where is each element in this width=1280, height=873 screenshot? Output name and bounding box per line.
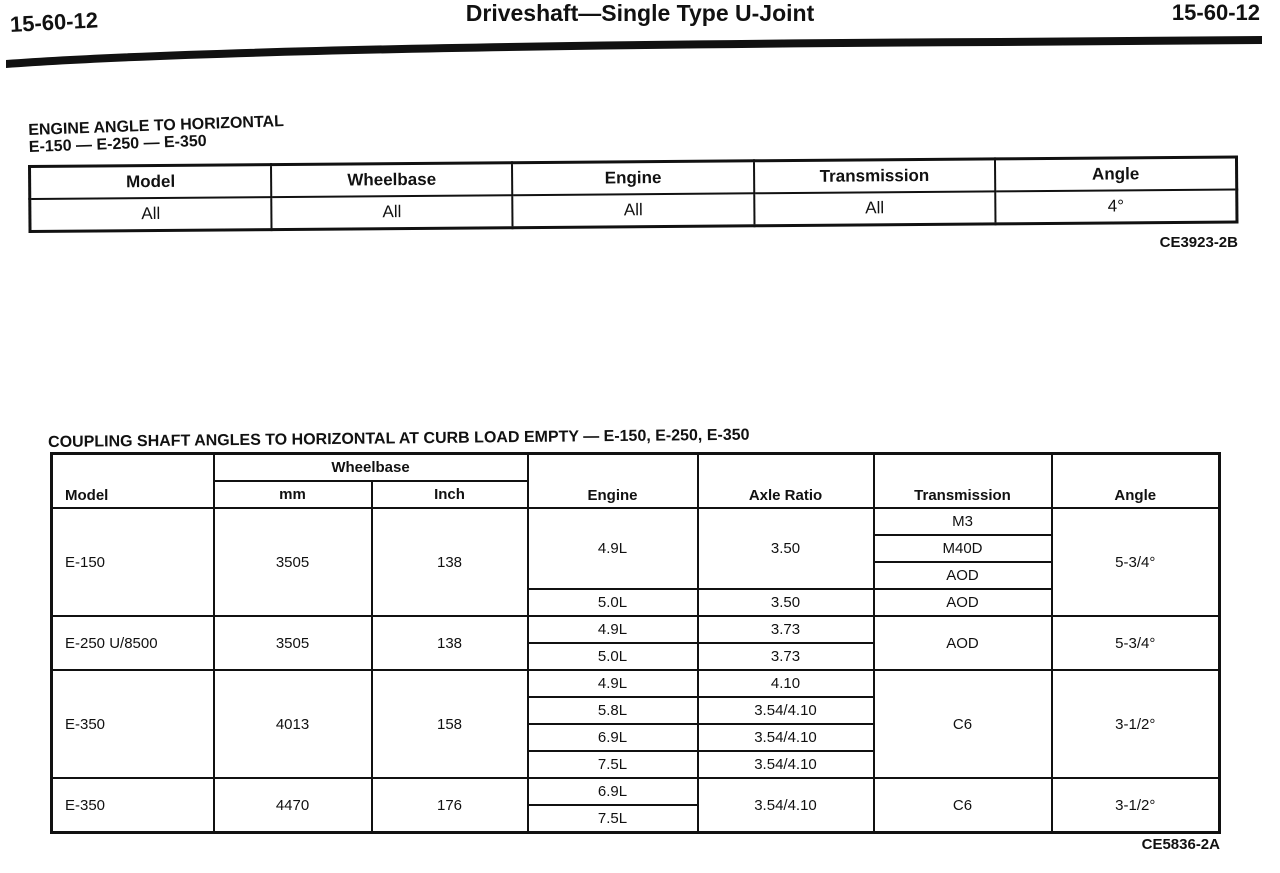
col-inch: Inch bbox=[372, 481, 528, 508]
cell: All bbox=[30, 197, 272, 231]
coupling-table bbox=[50, 452, 1221, 834]
engine-cell: 5.0L bbox=[528, 643, 698, 670]
reference-code: CE5836-2A bbox=[1141, 836, 1220, 853]
cell: 4° bbox=[995, 190, 1237, 224]
mm-cell: 3505 bbox=[214, 616, 372, 670]
header-rule bbox=[0, 22, 1280, 70]
angle-cell: 3-1/2° bbox=[1052, 778, 1220, 833]
col-axle-ratio: Axle Ratio bbox=[698, 454, 874, 509]
cell: All bbox=[754, 191, 996, 225]
mm-cell: 3505 bbox=[214, 508, 372, 616]
engine-cell: 6.9L bbox=[528, 724, 698, 751]
trans-cell: AOD bbox=[874, 616, 1052, 670]
col-engine: Engine bbox=[528, 454, 698, 509]
col-wheelbase: Wheelbase bbox=[214, 454, 528, 482]
angle-cell: 3-1/2° bbox=[1052, 670, 1220, 778]
trans-cell: M40D bbox=[874, 535, 1052, 562]
axle-cell: 3.73 bbox=[698, 643, 874, 670]
axle-cell: 3.54/4.10 bbox=[698, 778, 874, 833]
trans-cell: AOD bbox=[874, 562, 1052, 589]
mm-cell: 4013 bbox=[214, 670, 372, 778]
engine-cell: 5.0L bbox=[528, 589, 698, 616]
engine-cell: 4.9L bbox=[528, 508, 698, 589]
table-row bbox=[52, 508, 1220, 535]
axle-cell: 4.10 bbox=[698, 670, 874, 697]
engine-cell: 4.9L bbox=[528, 670, 698, 697]
table-row bbox=[52, 778, 1220, 805]
page-number-left: 15-60-12 bbox=[9, 7, 99, 37]
inch-cell: 158 bbox=[372, 670, 528, 778]
trans-cell: M3 bbox=[874, 508, 1052, 535]
col-model: Model bbox=[52, 454, 214, 509]
inch-cell: 138 bbox=[372, 508, 528, 616]
engine-cell: 5.8L bbox=[528, 697, 698, 724]
col-transmission: Transmission bbox=[874, 454, 1052, 509]
col-angle: Angle bbox=[1052, 454, 1220, 509]
engine-angle-title: ENGINE ANGLE TO HORIZONTAL E-150 — E-250 — E-350 bbox=[28, 113, 285, 156]
cell: All bbox=[513, 193, 755, 227]
engine-angle-table bbox=[28, 155, 1238, 233]
cell: All bbox=[271, 195, 513, 229]
model-cell: E-350 bbox=[52, 670, 214, 778]
mm-cell: 4470 bbox=[214, 778, 372, 833]
page-title: Driveshaft—Single Type U-Joint bbox=[465, 0, 815, 26]
engine-cell: 7.5L bbox=[528, 751, 698, 778]
axle-cell: 3.50 bbox=[698, 508, 874, 589]
inch-cell: 176 bbox=[372, 778, 528, 833]
col-wheelbase: Wheelbase bbox=[271, 163, 513, 197]
table-row bbox=[52, 616, 1220, 643]
col-mm: mm bbox=[214, 481, 372, 508]
engine-cell: 6.9L bbox=[528, 778, 698, 805]
table-row bbox=[52, 670, 1220, 697]
angle-cell: 5-3/4° bbox=[1052, 616, 1220, 670]
model-cell: E-350 bbox=[52, 778, 214, 833]
trans-cell: C6 bbox=[874, 670, 1052, 778]
col-transmission: Transmission bbox=[754, 159, 996, 193]
axle-cell: 3.73 bbox=[698, 616, 874, 643]
page-number-right: 15-60-12 bbox=[1171, 0, 1260, 25]
reference-code: CE3923-2B bbox=[1159, 234, 1238, 251]
engine-cell: 4.9L bbox=[528, 616, 698, 643]
axle-cell: 3.54/4.10 bbox=[698, 697, 874, 724]
col-angle: Angle bbox=[995, 157, 1237, 191]
model-cell: E-150 bbox=[52, 508, 214, 616]
inch-cell: 138 bbox=[372, 616, 528, 670]
axle-cell: 3.54/4.10 bbox=[698, 751, 874, 778]
angle-cell: 5-3/4° bbox=[1052, 508, 1220, 616]
axle-cell: 3.54/4.10 bbox=[698, 724, 874, 751]
col-model: Model bbox=[30, 165, 272, 199]
trans-cell: AOD bbox=[874, 589, 1052, 616]
trans-cell: C6 bbox=[874, 778, 1052, 833]
axle-cell: 3.50 bbox=[698, 589, 874, 616]
model-cell: E-250 U/8500 bbox=[52, 616, 214, 670]
coupling-title: COUPLING SHAFT ANGLES TO HORIZONTAL AT CURB LOAD EMPTY — E-150, E-250, E-350 bbox=[48, 426, 750, 451]
col-engine: Engine bbox=[512, 161, 754, 195]
engine-cell: 7.5L bbox=[528, 805, 698, 833]
